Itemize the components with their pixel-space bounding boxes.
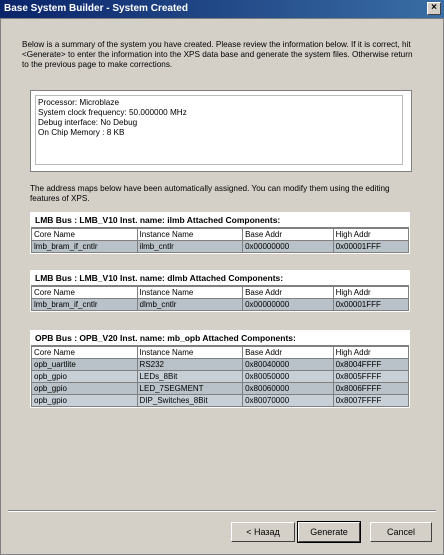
summary-line: Processor: Microblaze <box>38 98 119 107</box>
intro-text: Below is a summary of the system you have created. Please review the information below. If it is correct, hit <Generate> to enter the information into the XPS data base and generate the system files. Otherwise return to the previous page to make corrections. <box>22 40 413 69</box>
table-row[interactable] <box>32 395 409 407</box>
cell: 0x8005FFFF <box>333 371 408 383</box>
system-summary-box <box>30 90 412 172</box>
table-row[interactable] <box>32 383 409 395</box>
summary-line: System clock frequency: 50.000000 MHz <box>38 108 187 117</box>
address-table <box>31 228 409 253</box>
col-core-name: Core Name <box>32 347 138 359</box>
col-base-addr: Base Addr <box>243 229 333 241</box>
col-base-addr: Base Addr <box>243 347 333 359</box>
generate-button[interactable]: Generate <box>298 522 360 542</box>
button-separator <box>8 510 436 512</box>
bus-header: OPB Bus : OPB_V20 Inst. name: mb_opb Attached Components: <box>31 331 409 346</box>
cell: 0x8004FFFF <box>333 359 408 371</box>
cancel-button[interactable]: Cancel <box>370 522 432 542</box>
back-button[interactable]: < Назад <box>231 522 295 542</box>
address-table <box>31 346 409 407</box>
cell: opb_gpio <box>32 383 138 395</box>
close-icon: × <box>431 2 437 13</box>
cell: lmb_bram_if_cntlr <box>32 241 138 253</box>
cell: dlmb_cntlr <box>137 299 243 311</box>
cell: lmb_bram_if_cntlr <box>32 299 138 311</box>
cell: DIP_Switches_8Bit <box>137 395 243 407</box>
cell: 0x00001FFF <box>333 241 408 253</box>
cell: 0x80040000 <box>243 359 333 371</box>
bus-panel-ilmb <box>30 212 410 254</box>
window-title: Base System Builder - System Created <box>4 3 188 14</box>
table-row[interactable] <box>32 359 409 371</box>
col-core-name: Core Name <box>32 287 138 299</box>
cell: opb_gpio <box>32 371 138 383</box>
cell: 0x00001FFF <box>333 299 408 311</box>
summary-line: On Chip Memory : 8 KB <box>38 128 125 137</box>
cell: 0x80060000 <box>243 383 333 395</box>
bus-header: LMB Bus : LMB_V10 Inst. name: ilmb Attached Components: <box>31 213 409 228</box>
cell: ilmb_cntlr <box>137 241 243 253</box>
cell: LED_7SEGMENT <box>137 383 243 395</box>
table-row[interactable] <box>32 241 409 253</box>
col-instance-name: Instance Name <box>137 229 243 241</box>
table-row[interactable] <box>32 299 409 311</box>
cell: 0x8007FFFF <box>333 395 408 407</box>
col-core-name: Core Name <box>32 229 138 241</box>
address-table <box>31 286 409 311</box>
cell: 0x80070000 <box>243 395 333 407</box>
col-instance-name: Instance Name <box>137 347 243 359</box>
cell: 0x00000000 <box>243 241 333 253</box>
cell: 0x80050000 <box>243 371 333 383</box>
cell: RS232 <box>137 359 243 371</box>
col-high-addr: High Addr <box>333 229 408 241</box>
table-row[interactable] <box>32 371 409 383</box>
col-base-addr: Base Addr <box>243 287 333 299</box>
cell: LEDs_8Bit <box>137 371 243 383</box>
title-bar <box>0 0 444 18</box>
summary-line: Debug interface: No Debug <box>38 118 138 127</box>
cell: 0x00000000 <box>243 299 333 311</box>
address-map-note: The address maps below have been automatically assigned. You can modify them using the editing features of XPS. <box>30 184 390 203</box>
bus-panel-dlmb <box>30 270 410 312</box>
col-high-addr: High Addr <box>333 347 408 359</box>
cell: opb_uartlite <box>32 359 138 371</box>
cell: 0x8006FFFF <box>333 383 408 395</box>
col-instance-name: Instance Name <box>137 287 243 299</box>
bus-panel-opb <box>30 330 410 408</box>
col-high-addr: High Addr <box>333 287 408 299</box>
close-button[interactable] <box>427 2 441 15</box>
cell: opb_gpio <box>32 395 138 407</box>
bus-header: LMB Bus : LMB_V10 Inst. name: dlmb Attached Components: <box>31 271 409 286</box>
